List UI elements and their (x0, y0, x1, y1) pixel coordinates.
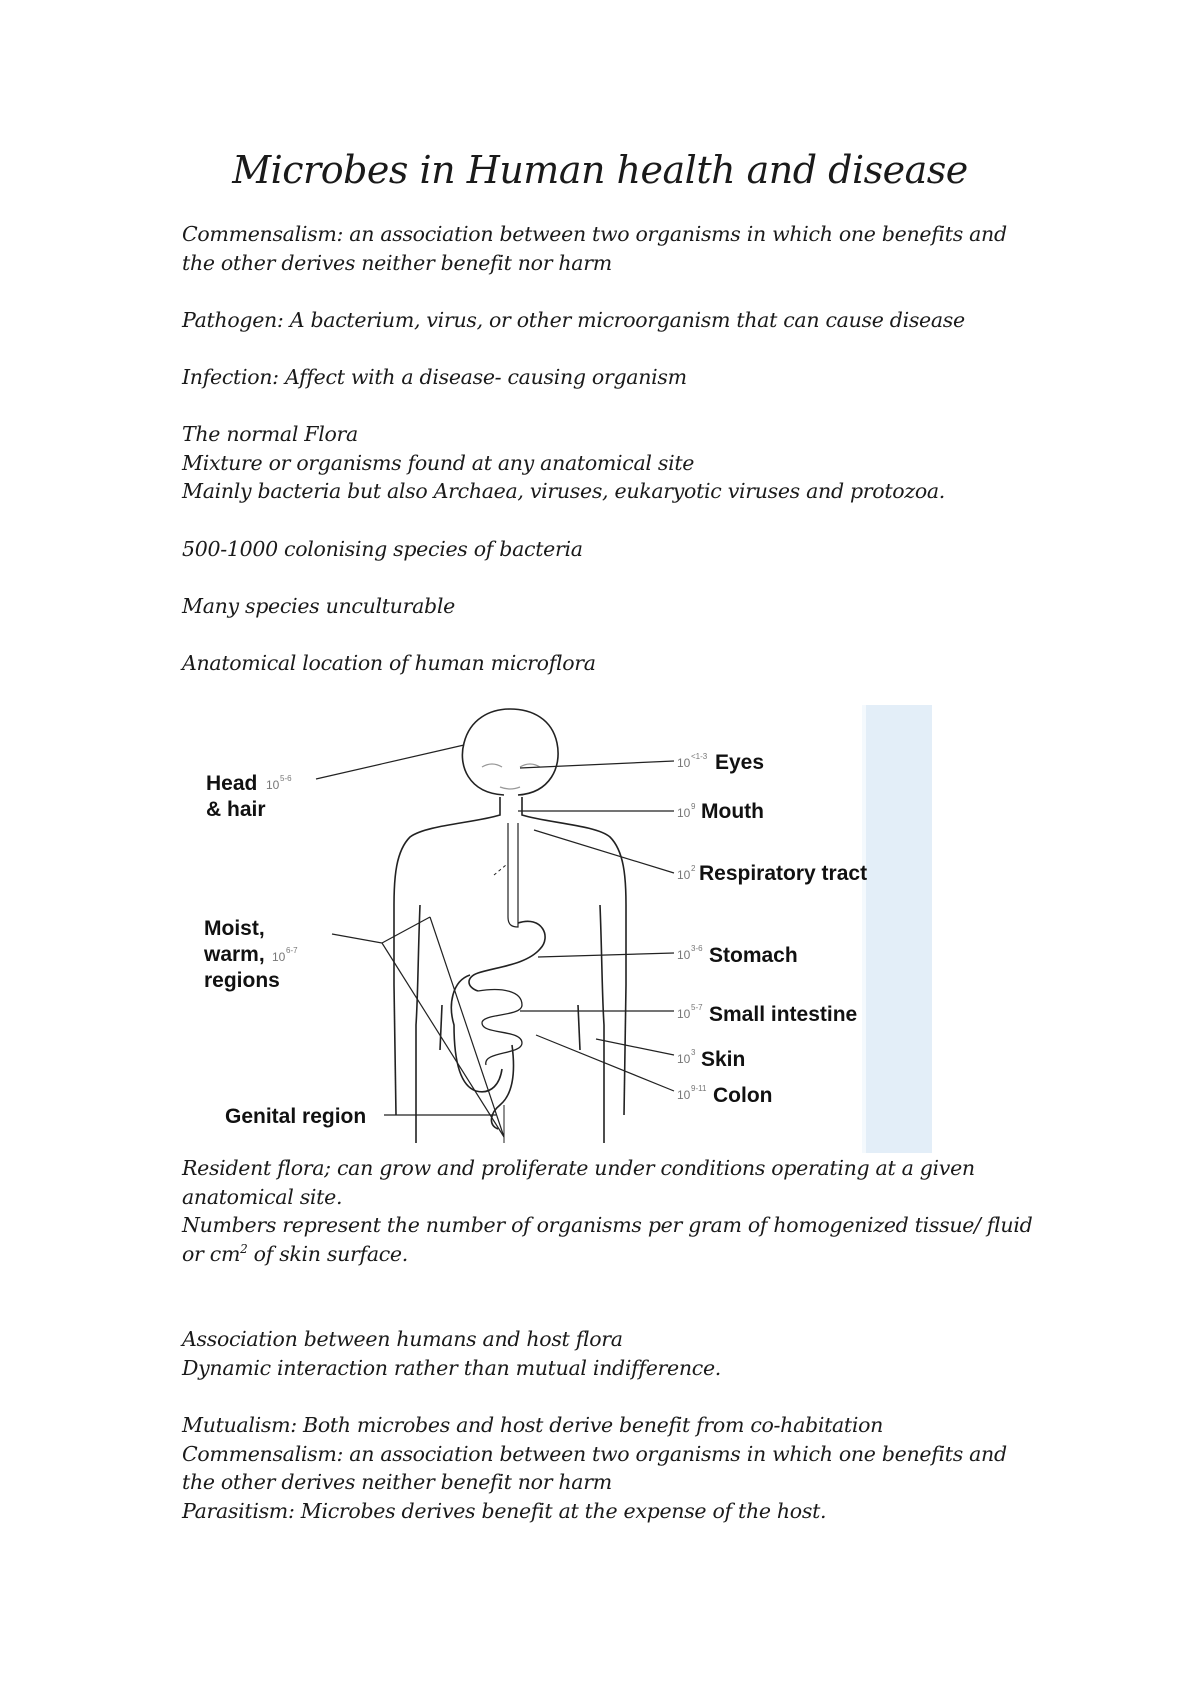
unculturable-paragraph (182, 592, 1042, 621)
pointer-moist-upper (382, 917, 430, 943)
text-line (182, 1240, 1042, 1269)
pointer-head (316, 745, 464, 779)
text-line: Resident flora; can grow and proliferate under conditions operating at a given (182, 1156, 975, 1180)
text-line: Numbers represent the number of organisms per gram of homogenized tissue/ fluid (182, 1213, 1033, 1237)
pointer-respiratory (534, 830, 674, 873)
moist-count: 10 (272, 950, 286, 964)
pathogen-definition (182, 306, 1042, 335)
site-stomach (677, 944, 798, 967)
right-torso (600, 905, 604, 1143)
pointer-colon (536, 1035, 674, 1091)
page-title: Microbes in Human health and disease (232, 148, 968, 192)
relationships-paragraph (182, 1411, 1042, 1525)
mouth-feature (500, 787, 520, 789)
diagram-side-panel (862, 705, 932, 1153)
resident-flora-paragraph (182, 1154, 1042, 1268)
respiratory-mark (494, 865, 506, 875)
association-paragraph (182, 1325, 1042, 1382)
pointer-moist (332, 934, 382, 943)
label-mouth: Mouth (701, 800, 764, 823)
respiratory-count: 10 (677, 868, 691, 882)
left-torso (416, 905, 420, 1143)
small-intestine-count-exp: 5-7 (691, 1003, 703, 1012)
text-line: Mainly bacteria but also Archaea, viruses, eukaryotic viruses and protozoa. (182, 479, 946, 503)
text-line: Commensalism: an association between two organisms in which one benefits and (182, 1441, 1007, 1466)
colon (451, 975, 502, 1092)
text-line: Infection: Affect with a disease- causing organism (182, 365, 687, 389)
stomach-count-exp: 3-6 (691, 944, 703, 953)
site-skin (677, 1048, 745, 1071)
text-line: 500-1000 colonising species of bacteria (182, 537, 583, 561)
text-line: Commensalism: an association between two organisms in which one benefits and (182, 222, 1007, 246)
text-line: Mixture or organisms found at any anatomical site (182, 450, 695, 475)
right-eye (520, 764, 540, 767)
right-shoulder-arm (522, 797, 626, 985)
left-forearm (394, 985, 396, 1115)
label-small-intestine: Small intestine (709, 1003, 858, 1026)
cm-superscript: 2 (240, 1241, 248, 1256)
label-head: Head (206, 772, 258, 795)
anatomical-heading (182, 649, 1042, 678)
skin-count: 10 (677, 1052, 691, 1066)
site-respiratory-tract (677, 862, 867, 885)
stomach (469, 921, 545, 991)
site-colon (677, 1084, 772, 1107)
text-line: Pathogen: A bacterium, virus, or other microorganism that can cause disease (182, 308, 965, 332)
label-respiratory-tract: Respiratory tract (699, 862, 868, 885)
eyes-count-exp: <1-3 (691, 752, 708, 761)
mouth-count-exp: 9 (691, 802, 696, 811)
eyes-count: 10 (677, 756, 691, 770)
human-outline (394, 709, 626, 1143)
head-outline (462, 709, 558, 795)
text-line: The normal Flora (182, 422, 358, 446)
text-line: Mutualism: Both microbes and host derive benefit from co-habitation (182, 1413, 884, 1437)
text-line: anatomical site. (182, 1184, 343, 1209)
pointer-skin (596, 1039, 674, 1055)
mouth-count: 10 (677, 806, 691, 820)
colon-count-exp: 9-11 (691, 1084, 707, 1093)
pointer-lines (316, 745, 674, 1137)
commensalism-definition (182, 220, 1042, 277)
label-regions: regions (204, 969, 280, 992)
cm-text: or cm (182, 1241, 241, 1266)
right-inner-line (578, 1005, 580, 1050)
text-line: Dynamic interaction rather than mutual indifference. (182, 1355, 722, 1380)
text-line: Association between humans and host flora (182, 1327, 623, 1351)
text-line: Anatomical location of human microflora (182, 651, 596, 675)
label-eyes: Eyes (715, 751, 765, 774)
pointer-eyes (520, 761, 674, 768)
diagram-panel-edge (862, 705, 866, 1153)
pointer-stomach (538, 953, 674, 957)
label-warm: warm, (204, 943, 265, 966)
species-count-paragraph (182, 535, 1042, 564)
skin-surface-text: of skin surface. (247, 1241, 408, 1266)
text-line: the other derives neither benefit nor harm (182, 250, 612, 275)
left-eye (482, 764, 502, 767)
body-diagram-svg (182, 705, 932, 1153)
site-small-intestine (677, 1003, 857, 1026)
stomach-count: 10 (677, 948, 691, 962)
label-moist: Moist, (204, 917, 265, 940)
infection-definition (182, 363, 1042, 392)
colon-count: 10 (677, 1088, 691, 1102)
label-stomach: Stomach (709, 944, 798, 967)
respiratory-count-exp: 2 (691, 864, 696, 873)
small-intestine (478, 990, 522, 1065)
microflora-diagram (182, 705, 932, 1153)
head-count: 10 (266, 778, 280, 792)
moist-count-exp: 6-7 (286, 946, 298, 955)
small-intestine-count: 10 (677, 1007, 691, 1021)
left-inner-line (440, 1005, 442, 1050)
text-line: Many species unculturable (182, 594, 455, 618)
label-colon: Colon (713, 1084, 773, 1107)
left-shoulder-arm (394, 797, 500, 985)
site-mouth (677, 800, 764, 823)
label-skin: Skin (701, 1048, 746, 1071)
label-hair: & hair (206, 798, 266, 821)
site-eyes (677, 751, 764, 774)
esophagus (508, 823, 518, 927)
head-count-exp: 5-6 (280, 774, 292, 783)
normal-flora-paragraph (182, 420, 1042, 506)
text-line: the other derives neither benefit nor harm (182, 1470, 612, 1494)
skin-count-exp: 3 (691, 1048, 696, 1057)
pointer-moist-lower (382, 943, 504, 1137)
text-line: Parasitism: Microbes derives benefit at the expense of the host. (182, 1498, 827, 1523)
label-genital-region: Genital region (225, 1105, 367, 1128)
right-forearm (624, 985, 626, 1115)
